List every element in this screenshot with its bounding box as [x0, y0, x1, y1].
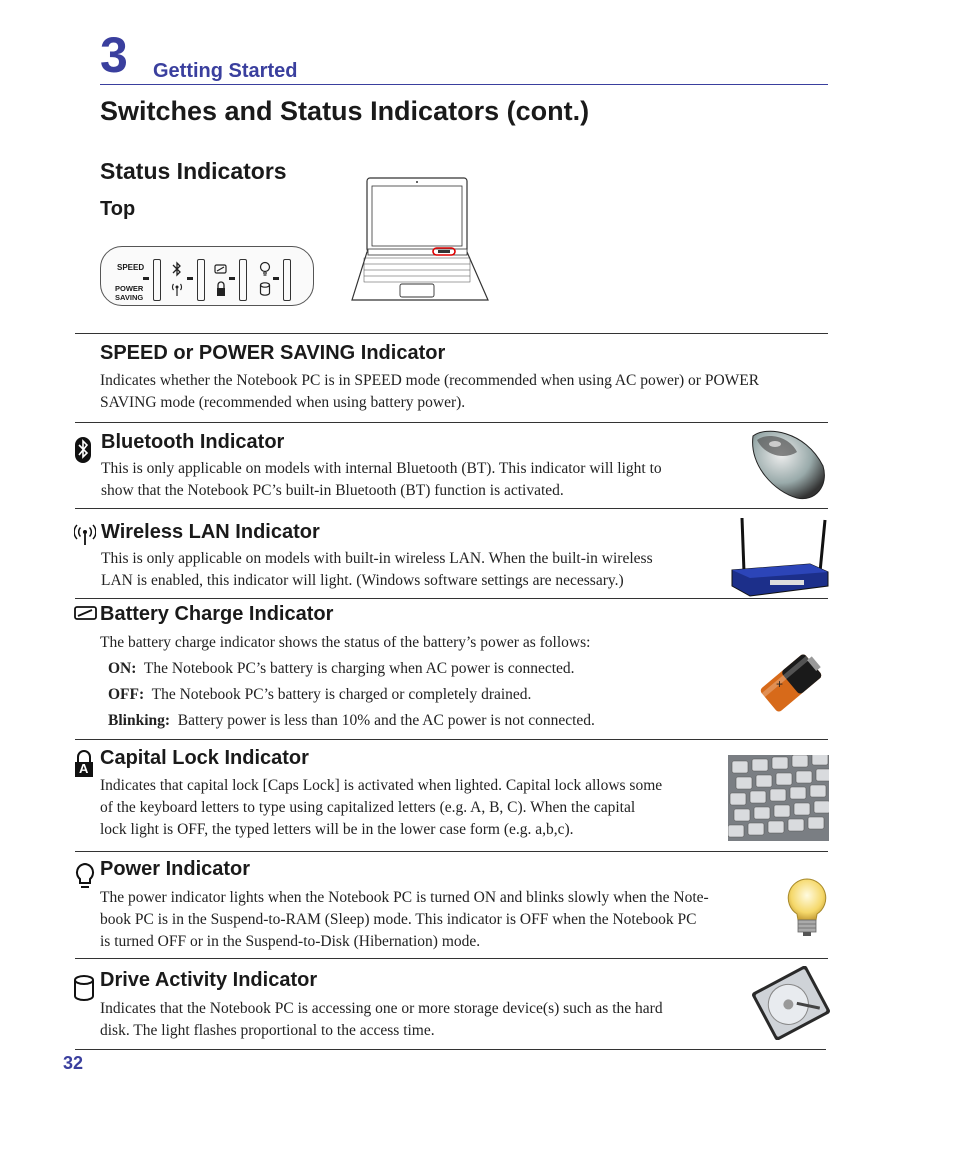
text-line: disk. The light flashes proportional to the access time. — [100, 1022, 435, 1039]
battery-blink-row — [108, 710, 595, 732]
chapter-number: 3 — [100, 27, 128, 83]
power-text — [100, 887, 790, 953]
speed-indicator-heading: SPEED or POWER SAVING Indicator — [100, 342, 446, 364]
led-mark — [187, 277, 193, 280]
battery-icon — [74, 605, 98, 621]
battery-intro: The battery charge indicator shows the status of the battery’s power as follows: — [100, 634, 591, 651]
text-line: is turned OFF or in the Suspend-to-Disk (Hibernation) mode. — [100, 933, 481, 950]
text-line: SAVING mode (recommended when using battery power). — [100, 394, 466, 411]
capital-lock-heading: Capital Lock Indicator — [100, 747, 309, 769]
page-number: 32 — [63, 1053, 84, 1073]
bluetooth-icon — [74, 436, 92, 464]
on-text: The Notebook PC’s battery is charging when AC power is connected. — [143, 660, 575, 677]
section-title: Status Indicators — [100, 158, 287, 184]
text-line: This is only applicable on models with built-in wireless LAN. When the built-in wireless — [101, 550, 653, 567]
bluetooth-text — [101, 458, 741, 502]
section-divider — [75, 598, 828, 599]
drive-activity-heading: Drive Activity Indicator — [100, 969, 318, 991]
battery-on-row — [108, 658, 575, 680]
text-line: book PC is in the Suspend-to-RAM (Sleep) mode. This indicator is OFF when the Notebook PC — [100, 911, 697, 928]
section-divider — [75, 333, 828, 334]
led-slot — [239, 259, 247, 301]
speed-label: SPEED — [117, 263, 145, 272]
text-line: Indicates whether the Notebook PC is in SPEED mode (recommended when using AC power) or POWER — [100, 372, 760, 389]
bulb-small-icon — [259, 261, 271, 277]
subsection-title: Top — [100, 198, 136, 220]
footer-rule — [75, 1049, 826, 1050]
off-text: The Notebook PC’s battery is charged or completely drained. — [151, 686, 532, 703]
battery-off-row — [108, 684, 531, 706]
keyboard-image — [728, 755, 829, 841]
blinking-label: Blinking: — [108, 712, 171, 729]
capital-lock-text — [100, 775, 725, 841]
section-divider — [75, 508, 828, 509]
header-rule — [100, 84, 828, 85]
hard-disk-image — [752, 966, 830, 1040]
text-line: Indicates that capital lock [Caps Lock] is activated when lighted. Capital lock allows some — [100, 777, 663, 794]
off-label: OFF: — [108, 686, 145, 703]
drive-activity-text — [100, 998, 760, 1042]
text-line: Indicates that the Notebook PC is accessing one or more storage device(s) such as the hard — [100, 1000, 663, 1017]
text-line: lock light is OFF, the typed letters will be in the lower case form (e.g. a,b,c). — [100, 821, 574, 838]
section-divider — [75, 958, 828, 959]
text-line: show that the Notebook PC’s built-in Bluetooth (BT) function is activated. — [101, 482, 564, 499]
drive-activity-icon — [73, 974, 95, 1002]
wireless-lan-text — [101, 548, 731, 592]
section-divider — [75, 739, 828, 740]
light-bulb-image — [784, 876, 830, 938]
led-mark — [143, 277, 149, 280]
saving-label: SAVING — [115, 293, 144, 302]
section-divider — [75, 851, 828, 852]
section-divider — [75, 422, 828, 423]
wireless-lan-heading: Wireless LAN Indicator — [101, 521, 320, 543]
page-title: Switches and Status Indicators (cont.) — [100, 96, 590, 126]
on-label: ON: — [108, 660, 137, 677]
battery-cell-image — [752, 644, 830, 722]
mouse-image — [745, 426, 829, 504]
text-line: This is only applicable on models with internal Bluetooth (BT). This indicator will light to — [101, 460, 662, 477]
text-line: LAN is enabled, this indicator will light. (Windows software settings are necessary.) — [101, 572, 624, 589]
capital-lock-letter: A — [79, 761, 89, 776]
speed-indicator-text — [100, 370, 830, 414]
led-slot — [153, 259, 161, 301]
wireless-small-icon — [169, 281, 185, 297]
led-mark — [229, 277, 235, 280]
led-slot — [197, 259, 205, 301]
bluetooth-heading: Bluetooth Indicator — [101, 431, 285, 453]
text-line: The power indicator lights when the Notebook PC is turned ON and blinks slowly when the Note- — [100, 889, 709, 906]
router-image — [730, 514, 830, 598]
drive-small-icon — [259, 281, 271, 297]
led-mark — [273, 277, 279, 280]
bluetooth-small-icon — [171, 261, 183, 277]
power-heading: Power Indicator — [100, 858, 251, 880]
laptop-illustration — [350, 176, 490, 306]
power-label: POWER — [115, 284, 144, 293]
text-line: of the keyboard letters to type using capitalized letters (e.g. A, B, C). When the capital — [100, 799, 636, 816]
svg-text:+: + — [776, 677, 784, 691]
chapter-title: Getting Started — [153, 60, 298, 82]
power-bulb-icon — [74, 862, 96, 892]
battery-small-icon — [214, 264, 228, 274]
blinking-text: Battery power is less than 10% and the AC power is not connected. — [177, 712, 595, 729]
battery-heading: Battery Charge Indicator — [100, 603, 334, 625]
indicator-panel — [100, 246, 314, 306]
wireless-lan-icon — [74, 524, 96, 546]
lock-small-icon — [215, 281, 227, 297]
led-slot — [283, 259, 291, 301]
